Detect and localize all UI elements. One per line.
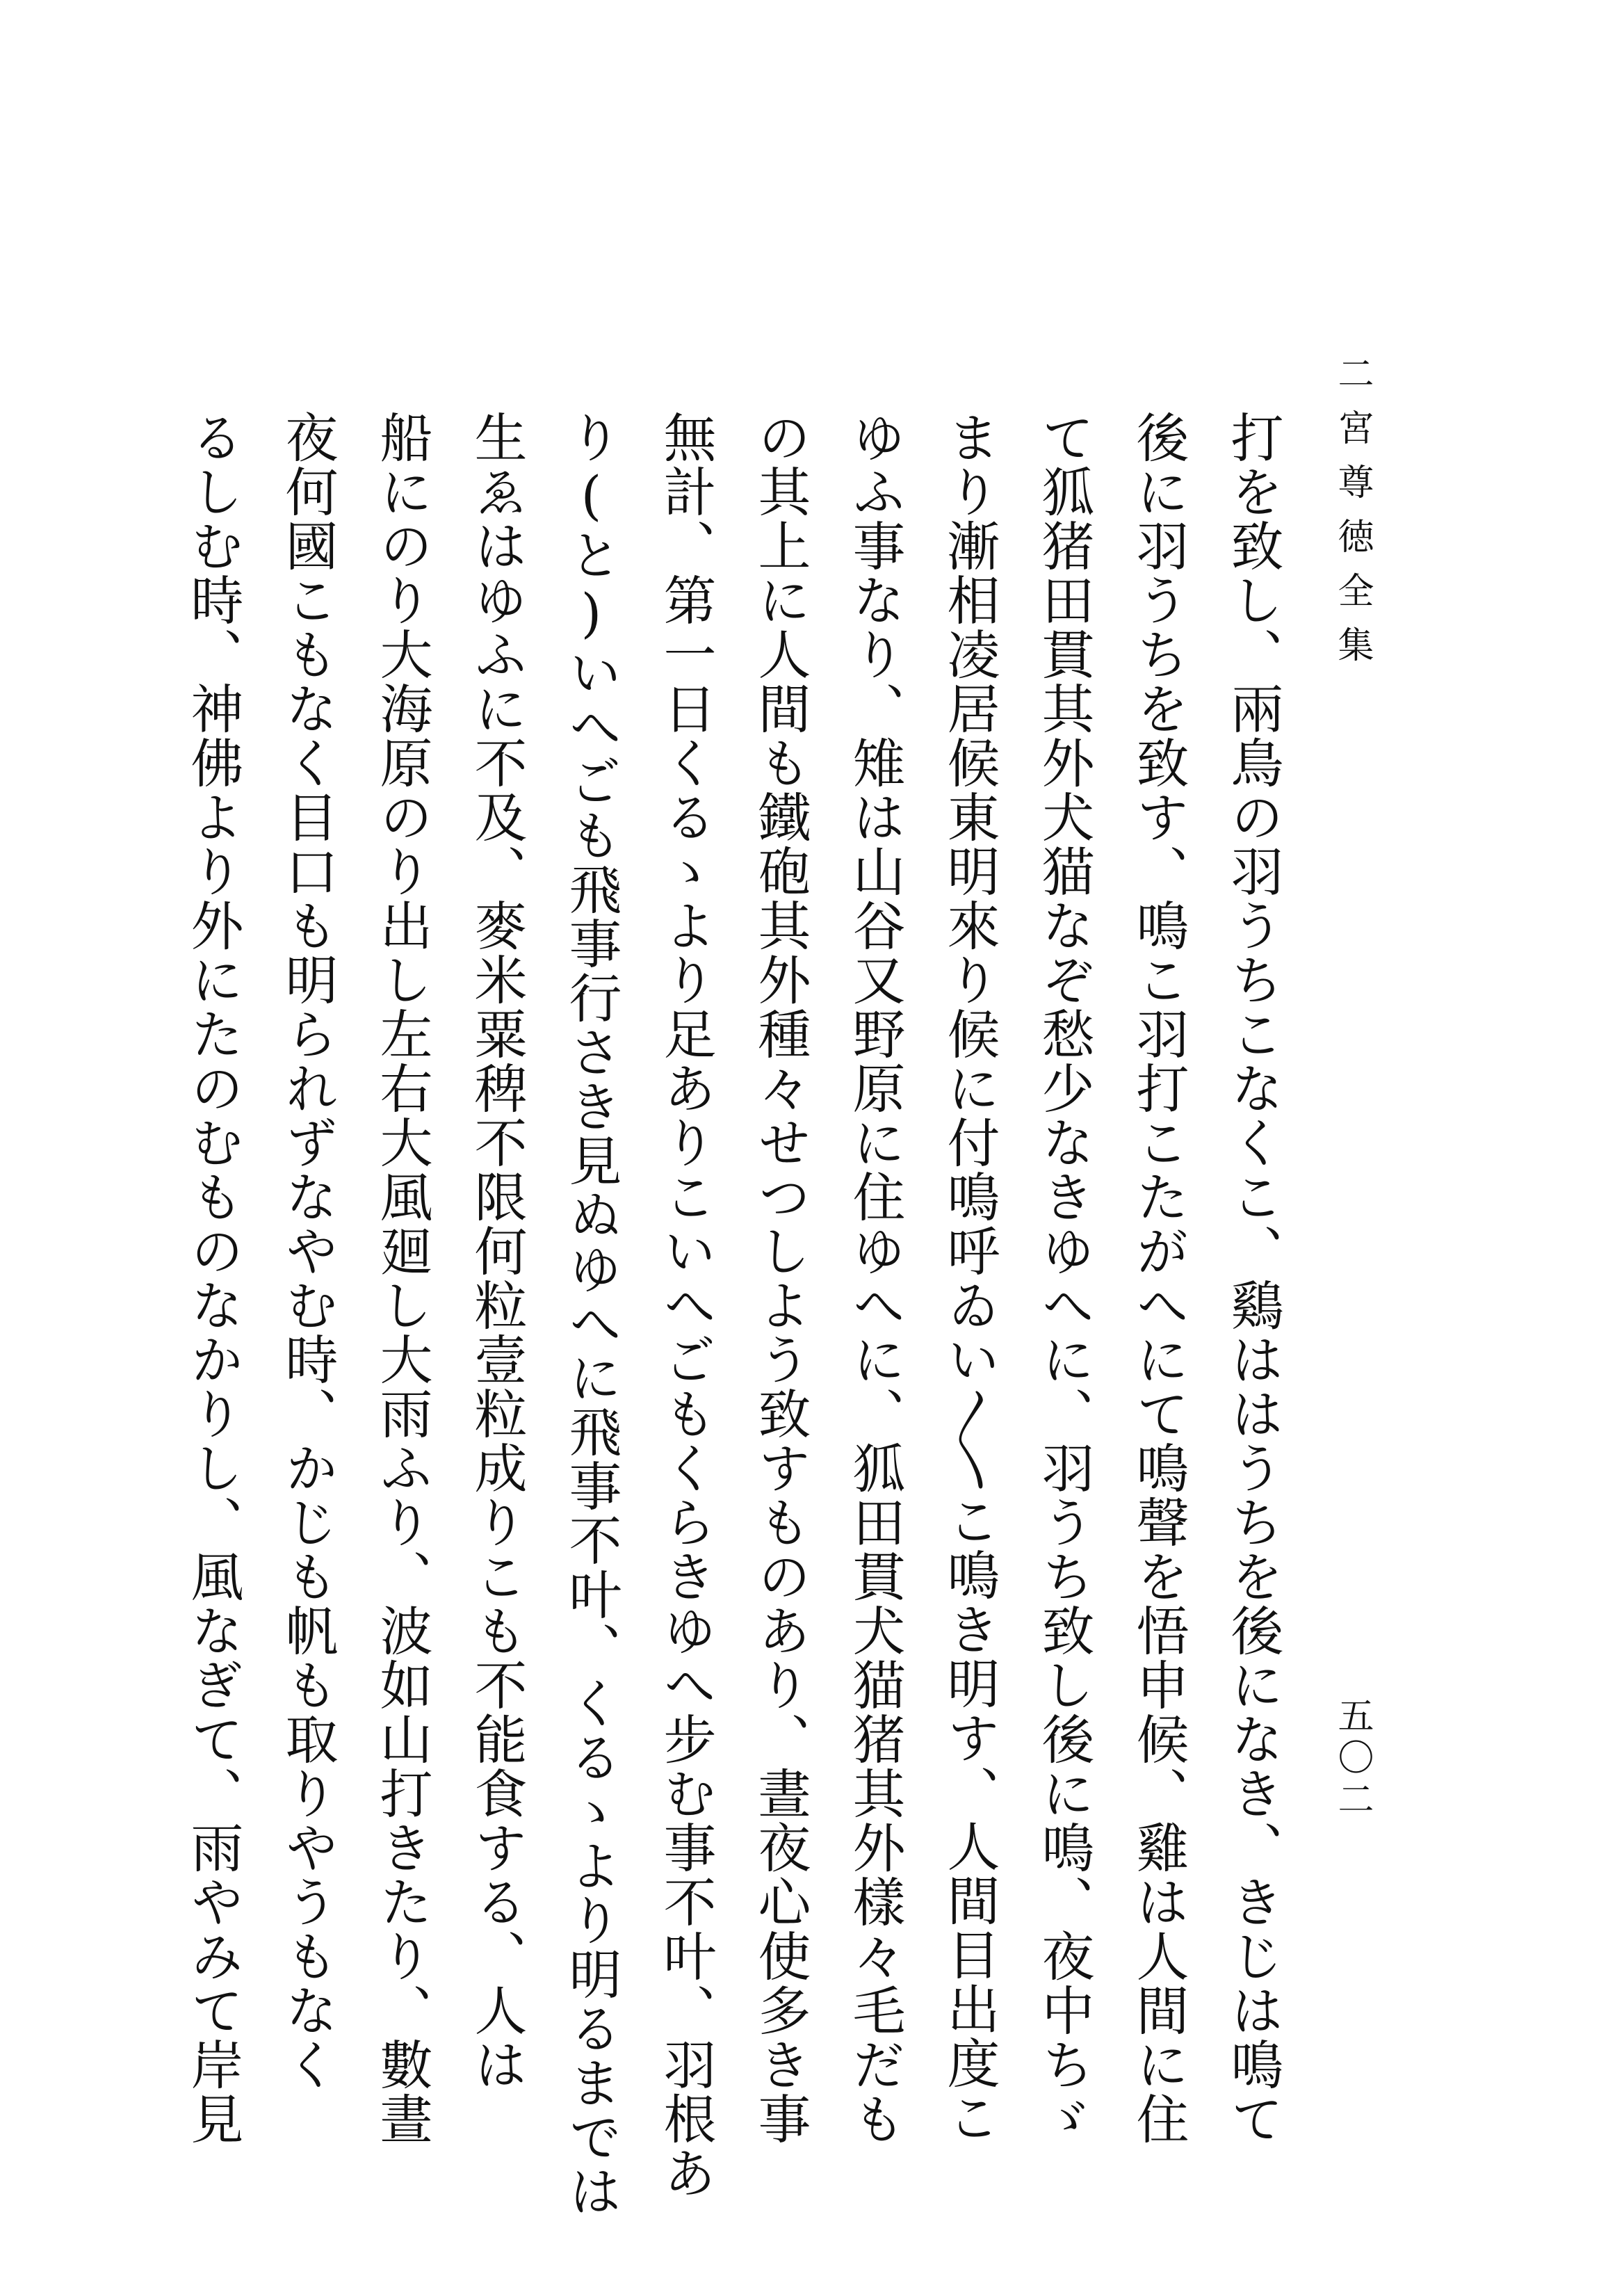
text-column-12: るしむ時、神佛より外にたのむものなかりし、風なぎて、雨やみて岸見: [182, 410, 244, 2146]
text-column-8: り(と)いへごも飛事行さき見ぬゆへに飛事不叶、くるゝより明るまでは: [560, 410, 622, 2218]
page-number: 五〇二: [1331, 1697, 1373, 1822]
text-column-10: 船にのり大海原のり出し左右大風廻し大雨ふり、波如山打きたり、數晝: [371, 410, 433, 2146]
text-column-5: ゆふ事なり、雉は山谷又野原に住ゆへに、狐田貫犬猫猪其外樣々毛だも: [844, 410, 906, 2146]
running-title: 二宮尊徳全集: [1331, 355, 1373, 680]
text-column-3: て狐猪田貫其外犬猫なぞ愁少なきゆへに、羽うち致し後に鳴、夜中ちゞ: [1033, 410, 1095, 2146]
body-text: [160, 410, 1300, 2218]
text-column-4: まり漸相凌居候東明來り候に付鳴呼ゐい〳〵こ鳴き明す、人間目出度こ: [939, 410, 1000, 2145]
text-column-7: 無計、第一日くるゝより足ありこいへごもくらきゆへ步む事不叶、羽根あ: [655, 410, 717, 2200]
text-column-11: 夜何國こもなく目口も明られずなやむ時、かじも帆も取りやうもなく: [277, 410, 339, 2092]
text-column-2: 後に羽うちを致す、鳴こ羽打こたがへにて鳴聲を悟申候、雞は人間に住: [1128, 410, 1189, 2146]
text-column-9: 生ゑはゆふに不及、麥米粟稗不限何粒壹粒成りこも不能食する、人は: [466, 410, 528, 2092]
text-column-1: 打を致し、兩鳥の羽うちこなくこ、鷄ははうちを後になき、きじは鳴て: [1222, 410, 1284, 2146]
text-column-6: の其上に人間も鐵砲其外種々せつしよう致すものあり、晝夜心使多き事: [749, 410, 811, 2146]
